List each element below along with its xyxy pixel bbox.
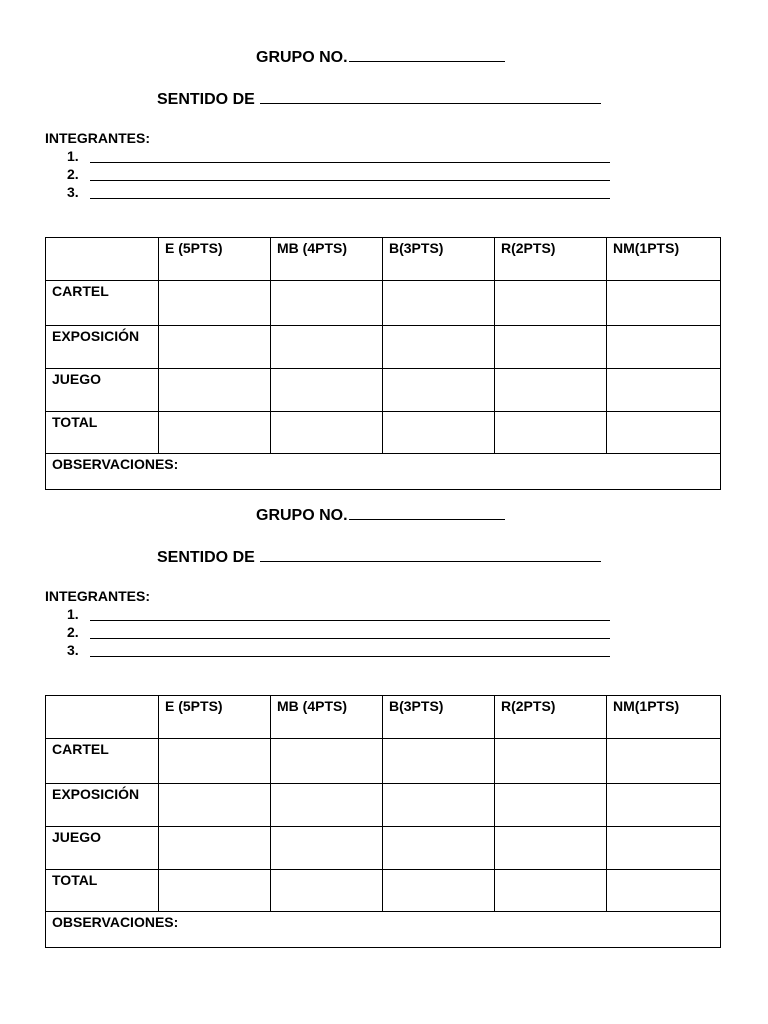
member-number: 2. [67, 624, 79, 640]
score-cell[interactable] [607, 784, 721, 827]
column-header: E (5PTS) [159, 238, 271, 281]
column-header: E (5PTS) [159, 696, 271, 739]
table-row [46, 870, 721, 912]
row-label: JUEGO [46, 369, 159, 412]
grupo-label: GRUPO NO. [256, 507, 348, 524]
score-cell[interactable] [495, 870, 607, 912]
score-cell[interactable] [495, 739, 607, 784]
list-item [67, 184, 89, 202]
score-cell[interactable] [383, 281, 495, 326]
observaciones-row [46, 912, 721, 948]
score-cell[interactable] [159, 326, 271, 369]
score-cell[interactable] [383, 412, 495, 454]
list-item [67, 166, 89, 184]
table-row [46, 281, 721, 326]
column-header: B(3PTS) [383, 238, 495, 281]
score-cell[interactable] [159, 784, 271, 827]
score-cell[interactable] [607, 827, 721, 870]
column-header: B(3PTS) [383, 696, 495, 739]
table-row [46, 784, 721, 827]
table-row [46, 369, 721, 412]
column-header: R(2PTS) [495, 696, 607, 739]
column-header: R(2PTS) [495, 238, 607, 281]
score-cell[interactable] [607, 369, 721, 412]
member-number: 3. [67, 184, 79, 200]
sentido-label: SENTIDO DE [157, 91, 255, 108]
row-label: EXPOSICIÓN [46, 326, 159, 369]
member-blank[interactable] [90, 198, 610, 199]
member-list [67, 606, 89, 660]
row-label: CARTEL [46, 739, 159, 784]
table-row [46, 412, 721, 454]
member-number: 3. [67, 642, 79, 658]
score-cell[interactable] [495, 369, 607, 412]
grupo-blank[interactable] [349, 505, 505, 520]
sentido-blank[interactable] [260, 547, 601, 562]
score-cell[interactable] [159, 281, 271, 326]
score-cell[interactable] [495, 326, 607, 369]
sentido-label: SENTIDO DE [157, 549, 255, 566]
column-header [46, 238, 159, 281]
score-cell[interactable] [607, 326, 721, 369]
list-item [67, 624, 89, 642]
score-cell[interactable] [159, 412, 271, 454]
member-number: 2. [67, 166, 79, 182]
score-cell[interactable] [159, 870, 271, 912]
table-header-row [46, 238, 721, 281]
score-cell[interactable] [271, 326, 383, 369]
score-cell[interactable] [271, 281, 383, 326]
member-list [67, 148, 89, 202]
score-cell[interactable] [159, 739, 271, 784]
score-cell[interactable] [271, 870, 383, 912]
score-cell[interactable] [495, 827, 607, 870]
score-cell[interactable] [495, 281, 607, 326]
member-blank[interactable] [90, 638, 610, 639]
sentido-blank[interactable] [260, 89, 601, 104]
member-number: 1. [67, 148, 79, 164]
member-number: 1. [67, 606, 79, 622]
member-blank[interactable] [90, 656, 610, 657]
evaluation-form-1 [0, 0, 768, 472]
score-cell[interactable] [271, 827, 383, 870]
score-cell[interactable] [495, 784, 607, 827]
row-label: JUEGO [46, 827, 159, 870]
observaciones-cell[interactable] [46, 912, 721, 948]
score-cell[interactable] [383, 369, 495, 412]
table-row [46, 739, 721, 784]
rubric-table [45, 695, 721, 948]
column-header [46, 696, 159, 739]
score-cell[interactable] [607, 412, 721, 454]
member-blank[interactable] [90, 162, 610, 163]
member-blank[interactable] [90, 180, 610, 181]
evaluation-form-2 [0, 458, 768, 930]
list-item [67, 606, 89, 624]
integrantes-label: INTEGRANTES: [45, 588, 150, 604]
grupo-blank[interactable] [349, 47, 505, 62]
score-cell[interactable] [607, 870, 721, 912]
grupo-label: GRUPO NO. [256, 49, 348, 66]
score-cell[interactable] [383, 326, 495, 369]
observaciones-label: OBSERVACIONES: [52, 914, 179, 930]
score-cell[interactable] [159, 827, 271, 870]
table-row [46, 326, 721, 369]
score-cell[interactable] [383, 739, 495, 784]
table-row [46, 827, 721, 870]
row-label: CARTEL [46, 281, 159, 326]
score-cell[interactable] [495, 412, 607, 454]
score-cell[interactable] [383, 870, 495, 912]
score-cell[interactable] [271, 739, 383, 784]
sentido-field [157, 547, 601, 568]
score-cell[interactable] [383, 827, 495, 870]
score-cell[interactable] [159, 369, 271, 412]
column-header: MB (4PTS) [271, 696, 383, 739]
row-label: EXPOSICIÓN [46, 784, 159, 827]
integrantes-label: INTEGRANTES: [45, 130, 150, 146]
score-cell[interactable] [271, 412, 383, 454]
score-cell[interactable] [383, 784, 495, 827]
score-cell[interactable] [271, 369, 383, 412]
grupo-number-field [256, 47, 505, 68]
column-header: MB (4PTS) [271, 238, 383, 281]
sentido-field [157, 89, 601, 110]
column-header: NM(1PTS) [607, 238, 721, 281]
observaciones-label: OBSERVACIONES: [52, 456, 179, 472]
rubric-table [45, 237, 721, 490]
score-cell[interactable] [607, 281, 721, 326]
table-header-row [46, 696, 721, 739]
row-label: TOTAL [46, 870, 159, 912]
grupo-number-field [256, 505, 505, 526]
score-cell[interactable] [607, 739, 721, 784]
row-label: TOTAL [46, 412, 159, 454]
list-item [67, 642, 89, 660]
score-cell[interactable] [271, 784, 383, 827]
list-item [67, 148, 89, 166]
column-header: NM(1PTS) [607, 696, 721, 739]
member-blank[interactable] [90, 620, 610, 621]
